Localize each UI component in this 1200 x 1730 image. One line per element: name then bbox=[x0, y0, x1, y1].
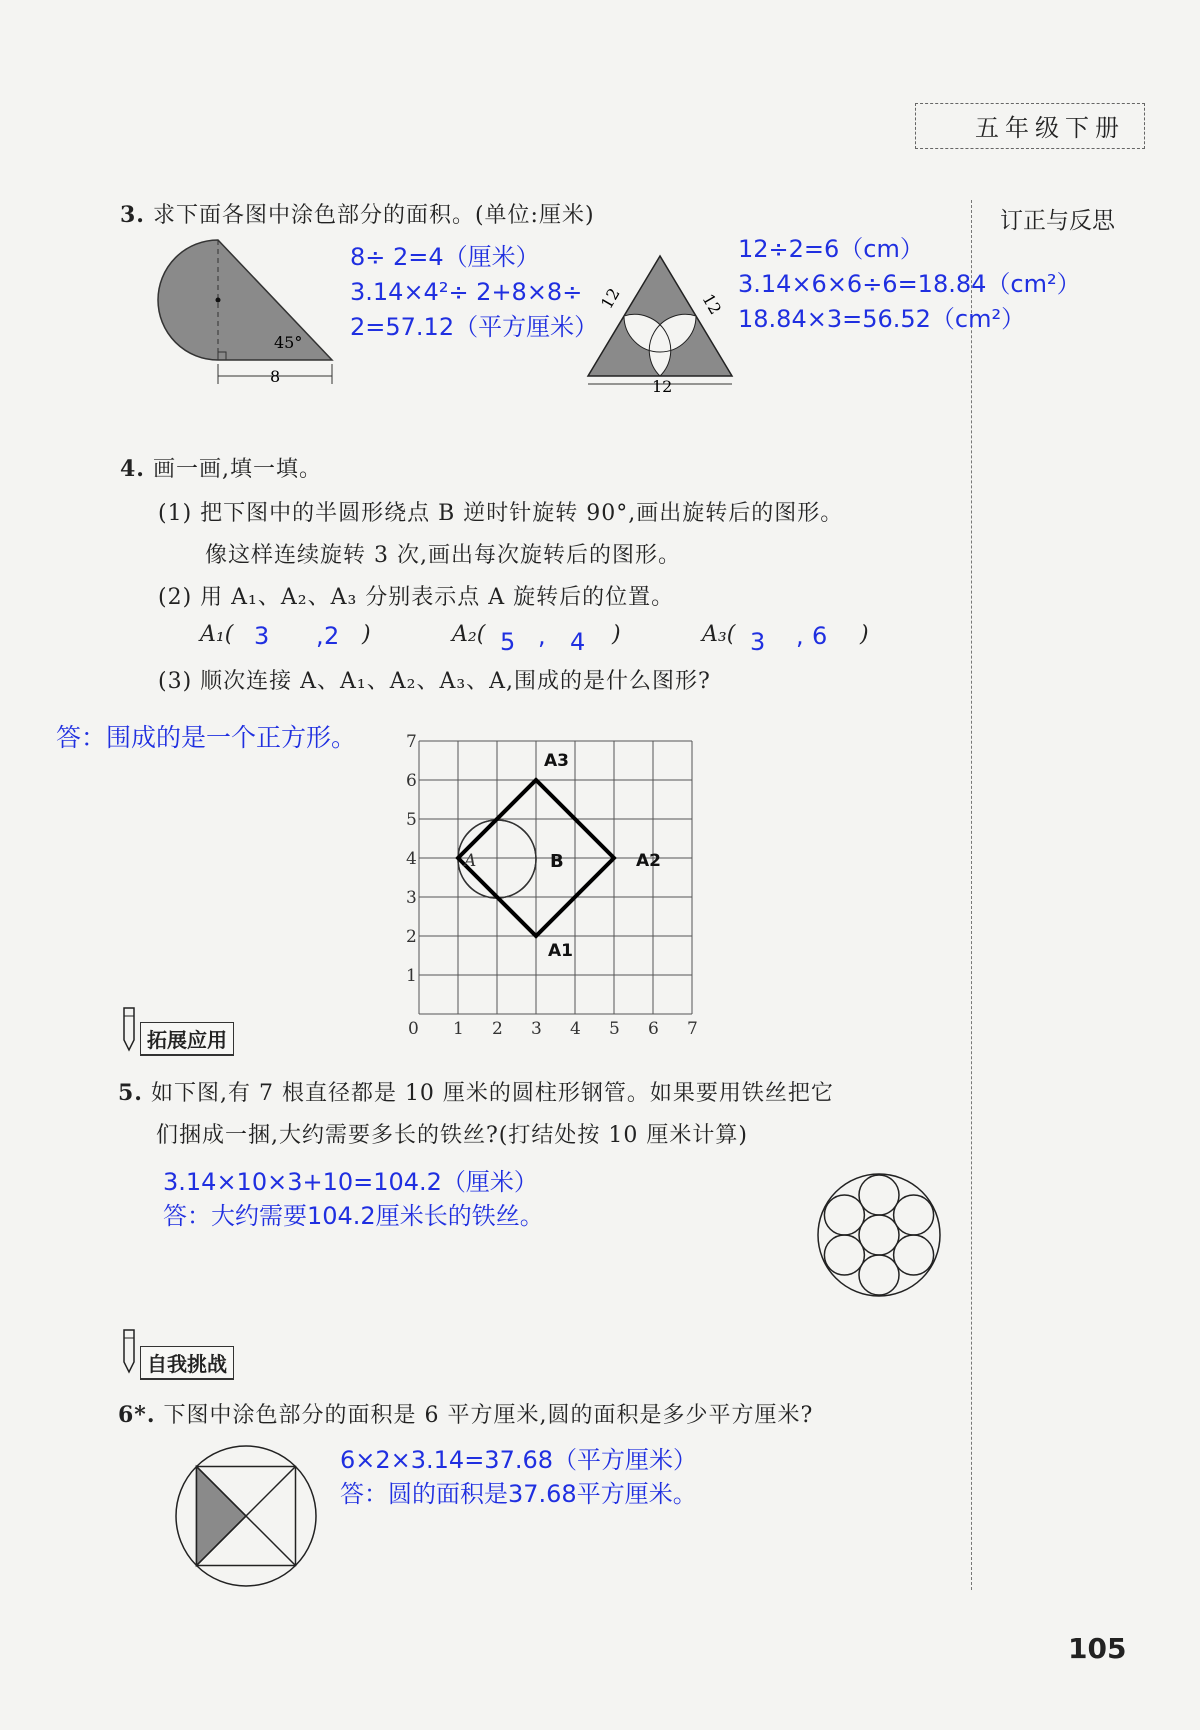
q5-pipes-figure bbox=[812, 1168, 946, 1302]
x-tick-label: 7 bbox=[687, 1019, 698, 1039]
q5-prompt-line2: 们捆成一捆,大约需要多长的铁丝?(打结处按 10 厘米计算) bbox=[156, 1123, 748, 1148]
y-tick-label: 2 bbox=[406, 927, 417, 947]
x-tick-label: 2 bbox=[492, 1019, 503, 1039]
pipe bbox=[824, 1235, 864, 1275]
y-tick-label: 1 bbox=[406, 966, 417, 986]
q5-answer-line2: 答：大约需要104.2厘米长的铁丝。 bbox=[163, 1202, 544, 1230]
a3-close: ) bbox=[860, 622, 869, 647]
x-tick-label: 5 bbox=[609, 1019, 620, 1039]
semicircle-shape bbox=[158, 240, 332, 360]
a3-y-answer: 6 bbox=[812, 622, 828, 650]
q3-answer2-line1: 12÷2=6（cm） bbox=[738, 235, 924, 263]
q4-coordinate-answers bbox=[200, 622, 920, 658]
point-label-A: A bbox=[464, 851, 477, 871]
point-label-A3: A3 bbox=[544, 751, 569, 771]
y-tick-label: 7 bbox=[406, 732, 417, 752]
q5-prompt-1: 如下图,有 7 根直径都是 10 厘米的圆柱形钢管。如果要用铁丝把它 bbox=[150, 1081, 834, 1106]
q5-prompt-line1 bbox=[118, 1076, 834, 1107]
a1-x-answer: 3 bbox=[254, 622, 270, 650]
q3-prompt-line bbox=[120, 198, 595, 229]
q6-number: 6*. bbox=[118, 1402, 156, 1428]
a2-comma: , bbox=[538, 622, 546, 650]
q3-answer1-line1: 8÷ 2=4（厘米） bbox=[350, 243, 540, 271]
pipe bbox=[894, 1195, 934, 1235]
q3-prompt: 求下面各图中涂色部分的面积。(单位:厘米) bbox=[152, 203, 595, 228]
q4-answer: 答：围成的是一个正方形。 bbox=[56, 723, 357, 752]
q3-figure-triangle bbox=[570, 240, 740, 400]
a2-label: A₂( bbox=[452, 622, 486, 647]
a2-close: ) bbox=[612, 622, 621, 647]
q3-answer1-line3: 2=57.12（平方厘米） bbox=[350, 313, 599, 341]
a1-comma: , bbox=[316, 622, 324, 650]
grade-label: 五年级下册 bbox=[975, 114, 1125, 142]
point-label-B: B bbox=[550, 851, 564, 872]
a1-label: A₁( bbox=[200, 622, 234, 647]
a3-label: A₃( bbox=[702, 622, 736, 647]
shaded-triangle bbox=[197, 1467, 247, 1566]
a3-x-answer: 3 bbox=[750, 628, 766, 656]
point-label-A2: A2 bbox=[636, 851, 661, 871]
base-label: 8 bbox=[270, 367, 281, 386]
pipe bbox=[824, 1195, 864, 1235]
grid-lines bbox=[419, 741, 692, 1014]
q4-grid-figure bbox=[408, 724, 738, 1044]
grid-tick-labels bbox=[406, 732, 698, 1039]
center-dot bbox=[216, 298, 221, 303]
pipe bbox=[894, 1235, 934, 1275]
q3-answer2-line3: 18.84×3=56.52（cm²） bbox=[738, 305, 1026, 333]
bundle-outline bbox=[818, 1174, 940, 1296]
point-label-A1: A1 bbox=[548, 941, 573, 961]
x-tick-label: 1 bbox=[453, 1019, 464, 1039]
pencil-icon bbox=[118, 1006, 138, 1054]
a2-x-answer: 5 bbox=[500, 628, 516, 656]
q5-answer-line1: 3.14×10×3+10=104.2（厘米） bbox=[163, 1168, 538, 1196]
pipe bbox=[859, 1175, 899, 1215]
q6-prompt-line bbox=[118, 1398, 813, 1429]
pipe bbox=[859, 1255, 899, 1295]
section-challenge-tag: 自我挑战 bbox=[140, 1346, 234, 1380]
y-tick-label: 4 bbox=[406, 849, 417, 869]
page-number: 105 bbox=[1068, 1632, 1127, 1665]
section-expand-tag: 拓展应用 bbox=[140, 1022, 234, 1056]
q4-number: 4. bbox=[120, 456, 145, 482]
angle-label: 45° bbox=[274, 333, 303, 352]
q4-prompt: 画一画,填一填。 bbox=[152, 457, 322, 482]
y-tick-label: 6 bbox=[406, 771, 417, 791]
q3-answer2-line2: 3.14×6×6÷6=18.84（cm²） bbox=[738, 270, 1081, 298]
a1-y-answer: 2 bbox=[324, 622, 340, 650]
x-tick-label: 4 bbox=[570, 1019, 581, 1039]
q4-part3: (3) 顺次连接 A、A₁、A₂、A₃、A,围成的是什么图形? bbox=[158, 669, 711, 694]
q3-figure-semicircle bbox=[140, 228, 350, 388]
pencil-icon bbox=[118, 1328, 138, 1376]
a2-y-answer: 4 bbox=[570, 628, 586, 656]
a1-close: ) bbox=[362, 622, 371, 647]
q3-answer2 bbox=[738, 232, 1081, 337]
q3-answer1-line2: 3.14×4²÷ 2+8×8÷ bbox=[350, 278, 583, 306]
x-tick-label: 3 bbox=[531, 1019, 542, 1039]
q6-answer-line2: 答：圆的面积是37.68平方厘米。 bbox=[340, 1480, 697, 1508]
q4-part2: (2) 用 A₁、A₂、A₃ 分别表示点 A 旋转后的位置。 bbox=[158, 585, 675, 610]
q3-number: 3. bbox=[120, 202, 145, 228]
q6-prompt: 下图中涂色部分的面积是 6 平方厘米,圆的面积是多少平方厘米? bbox=[163, 1403, 814, 1428]
x-tick-label: 6 bbox=[648, 1019, 659, 1039]
side-right-label: 12 bbox=[698, 290, 726, 318]
base-label: 12 bbox=[652, 377, 673, 396]
q6-circle-figure bbox=[172, 1442, 320, 1590]
q4-part1-line2: 像这样连续旋转 3 次,画出每次旋转后的图形。 bbox=[205, 543, 681, 568]
q4-part1-line1: (1) 把下图中的半圆形绕点 B 逆时针旋转 90°,画出旋转后的图形。 bbox=[158, 501, 844, 526]
q6-answer-line1: 6×2×3.14=37.68（平方厘米） bbox=[340, 1446, 698, 1474]
margin-divider bbox=[971, 200, 972, 1590]
sidebar-title: 订正与反思 bbox=[1000, 208, 1115, 234]
y-tick-label: 5 bbox=[406, 810, 417, 830]
y-tick-label: 3 bbox=[406, 888, 417, 908]
q5-number: 5. bbox=[118, 1080, 143, 1106]
side-left-label: 12 bbox=[597, 284, 624, 312]
semicircle-rot3 bbox=[497, 820, 536, 898]
a3-comma: , bbox=[796, 622, 804, 650]
q3-answer1 bbox=[350, 240, 598, 345]
q4-prompt-line bbox=[120, 452, 322, 483]
pipe-circles bbox=[824, 1175, 933, 1295]
pipe-center bbox=[859, 1215, 899, 1255]
x-tick-label: 0 bbox=[408, 1019, 419, 1039]
